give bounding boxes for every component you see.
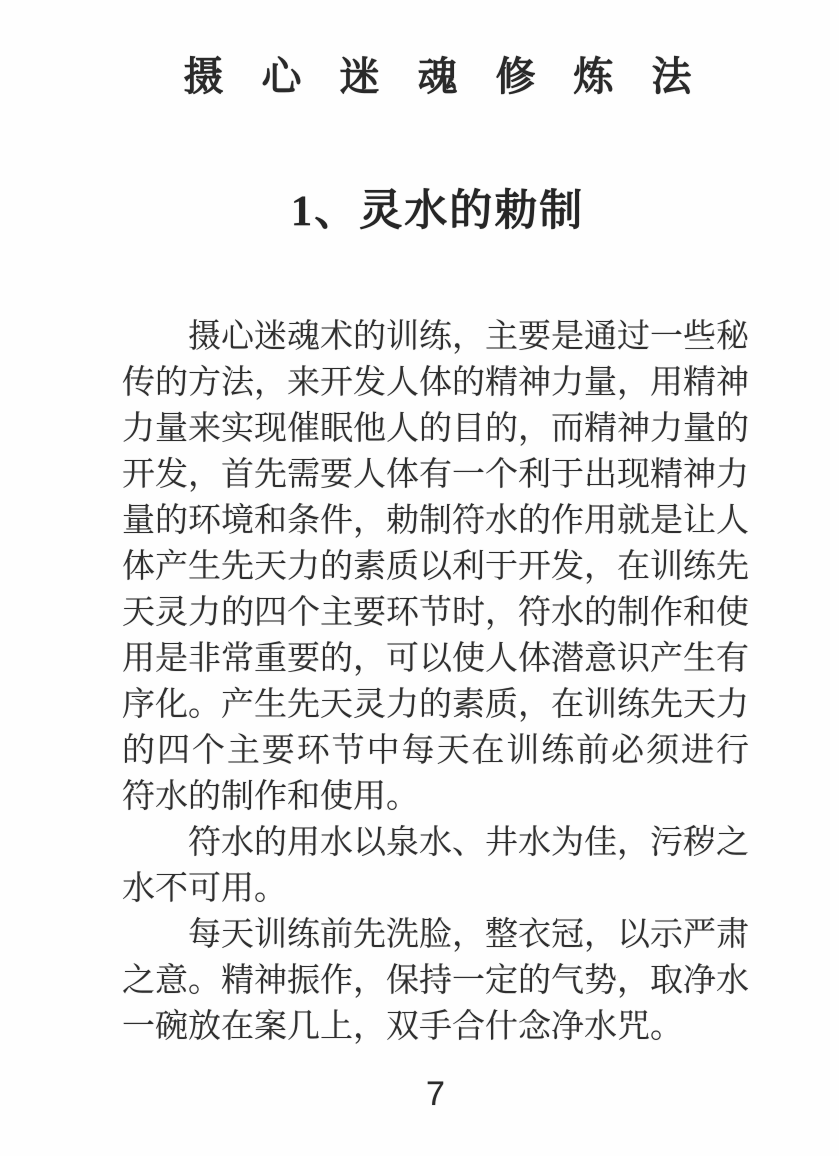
text-line: 用是非常重要的，可以使人体潜意识产生有 (122, 641, 749, 677)
text-line: 摄心迷魂术的训练，主要是通过一些秘 (188, 319, 749, 355)
text-line: 开发，首先需要人体有一个利于出现精神力 (122, 457, 749, 493)
text-line: 之意。精神振作，保持一定的气势，取净水 (122, 963, 749, 999)
text-line: 序化。产生先天灵力的素质，在训练先天力 (122, 687, 749, 723)
text-line: 量的环境和条件，勅制符水的作用就是让人 (122, 503, 749, 539)
page-number: 7 (426, 1075, 445, 1113)
text-line: 符水的制作和使用。 (122, 779, 419, 815)
text-column (122, 0, 749, 1114)
body-text (122, 314, 749, 1050)
section-heading: 1、灵水的勅制 (290, 188, 585, 235)
text-line: 体产生先天力的素质以利于开发，在训练先 (122, 549, 749, 585)
text-line: 每天训练前先洗脸，整衣冠，以示严肃 (188, 917, 749, 953)
book-title: 摄 心 迷 魂 修 炼 法 (183, 54, 706, 99)
text-line: 力量来实现催眠他人的目的，而精神力量的 (122, 411, 749, 447)
text-line: 天灵力的四个主要环节时，符水的制作和使 (122, 595, 749, 631)
text-line: 传的方法，来开发人体的精神力量，用精神 (122, 365, 749, 401)
text-line: 一碗放在案几上，双手合什念净水咒。 (122, 1009, 683, 1045)
text-line: 符水的用水以泉水、井水为佳，污秽之 (188, 825, 749, 861)
text-line: 的四个主要环节中每天在训练前必须进行 (122, 733, 749, 769)
text-line: 水不可用。 (122, 871, 287, 907)
